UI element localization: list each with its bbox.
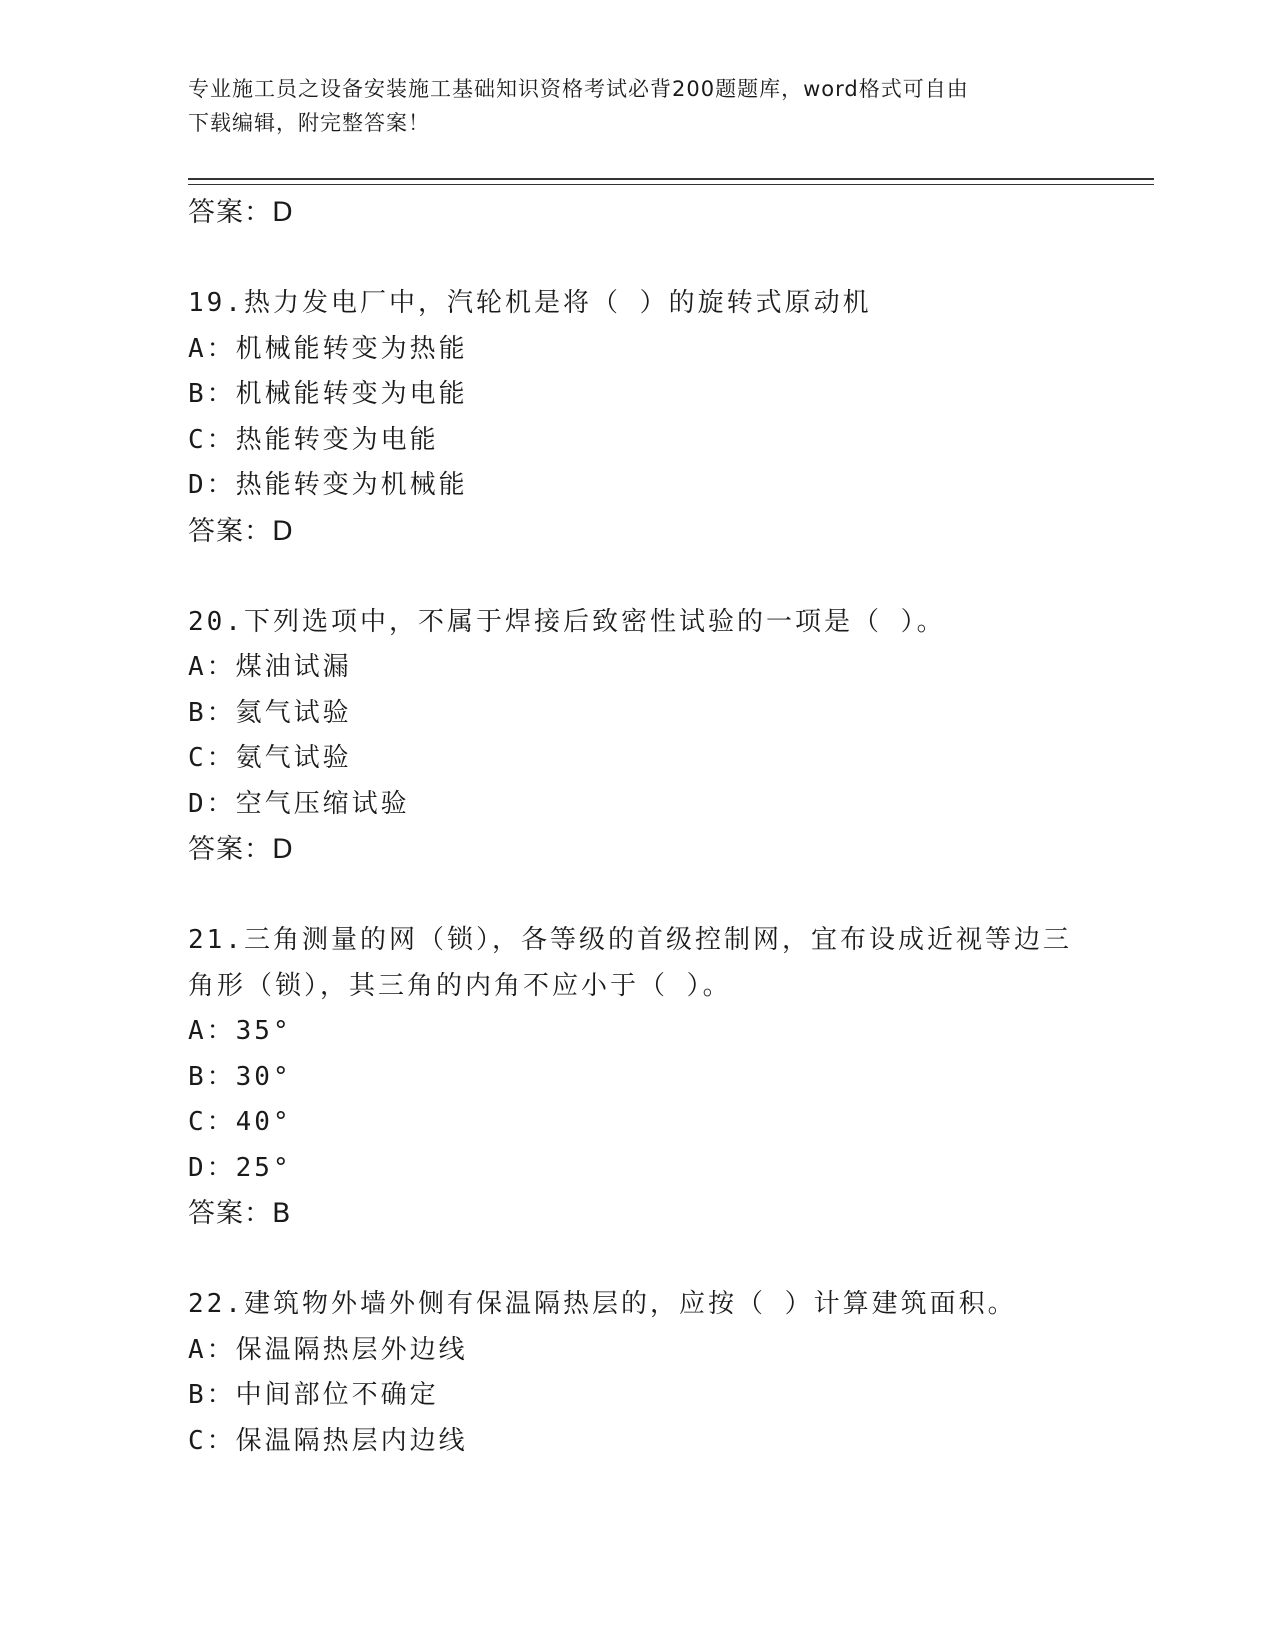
answer: 答案：B [188, 1198, 292, 1229]
option-b: B：中间部位不确定 [188, 1380, 439, 1410]
option-a: A：35° [188, 1016, 292, 1046]
spacer [188, 236, 1088, 282]
option-a: A：机械能转变为热能 [188, 333, 468, 364]
question-stem: 20.下列选项中，不属于焊接后致密性试验的一项是（ ）。 [188, 606, 946, 637]
header-line-1: 专业施工员之设备安装施工基础知识资格考试必背200题题库，word格式可自由 [188, 77, 969, 101]
question-22 [188, 1282, 1088, 1464]
option-c: C：氨气试验 [188, 743, 352, 773]
option-d: D：25° [188, 1152, 292, 1183]
option-b: B：30° [188, 1061, 292, 1092]
option-c: C：热能转变为电能 [188, 424, 439, 455]
option-d: D：热能转变为机械能 [188, 470, 468, 500]
spacer [188, 554, 1088, 600]
option-d: D：空气压缩试验 [188, 788, 410, 819]
question-19 [188, 281, 1088, 554]
question-21 [188, 918, 1088, 1237]
question-stem-line-1: 21.三角测量的网（锁），各等级的首级控制网，宜布设成近视等边三 [188, 925, 1072, 955]
document-header [188, 72, 1068, 140]
option-b: B：氦气试验 [188, 697, 352, 728]
option-a: A：煤油试漏 [188, 652, 352, 682]
header-line-2: 下载编辑，附完整答案！ [188, 111, 430, 135]
question-stem: 19.热力发电厂中，汽轮机是将（ ）的旋转式原动机 [188, 288, 872, 318]
option-c: C：40° [188, 1107, 292, 1137]
question-20 [188, 600, 1088, 873]
question-list [188, 190, 1088, 1464]
header-divider [188, 178, 1154, 180]
answer: 答案：D [188, 834, 294, 865]
option-b: B：机械能转变为电能 [188, 379, 468, 409]
answer-previous: 答案：D [188, 197, 294, 228]
question-stem-line-2: 角形（锁），其三角的内角不应小于（ ）。 [188, 970, 732, 1001]
question-stem: 22.建筑物外墙外侧有保温隔热层的，应按（ ）计算建筑面积。 [188, 1289, 1017, 1319]
option-a: A：保温隔热层外边线 [188, 1334, 468, 1365]
header-divider-thin [188, 184, 1154, 185]
spacer [188, 1237, 1088, 1283]
answer: 答案：D [188, 515, 294, 547]
option-c: C：保温隔热层内边线 [188, 1425, 468, 1456]
spacer [188, 873, 1088, 919]
